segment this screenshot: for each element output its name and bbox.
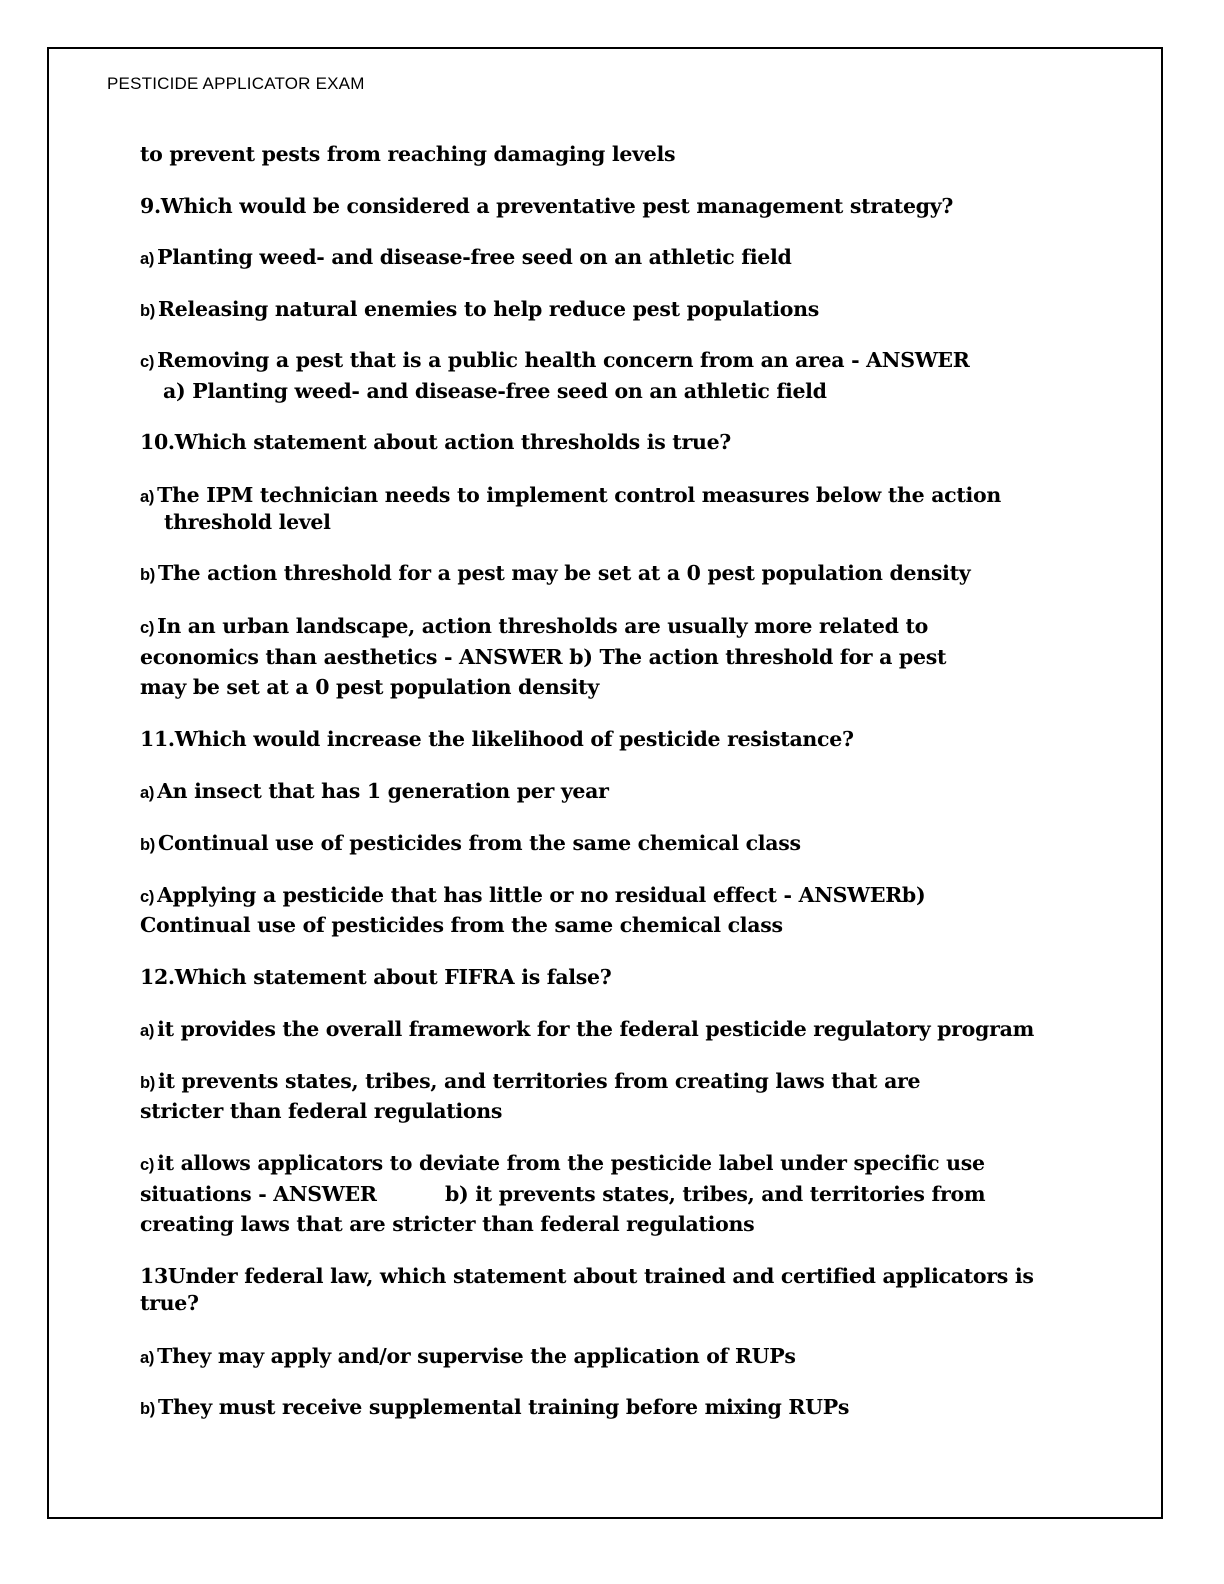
question-9: 9.Which would be considered a preventative pest management strategy? [140, 194, 954, 218]
question-11: 11.Which would increase the likelihood of pesticide resistance? [140, 727, 854, 751]
q13-option-b: b) They must receive supplemental training before mixing RUPs [140, 1395, 850, 1419]
q12-option-a: a) it provides the overall framework for the federal pesticide regulatory program [140, 1017, 1034, 1041]
q9-option-a: a) Planting weed- and disease-free seed on an athletic field [140, 245, 792, 269]
q11-option-b: b) Continual use of pesticides from the same chemical class [140, 831, 801, 855]
q10-option-a-cont: threshold level [164, 510, 331, 534]
question-13: 13Under federal law, which statement about trained and certified applicators is [140, 1264, 1034, 1288]
q12-answer: situations - ANSWER b) it prevents states, tribes, and territories from [140, 1182, 986, 1206]
q12-answer-cont: creating laws that are stricter than federal regulations [140, 1212, 755, 1236]
q13-option-a: a) They may apply and/or supervise the application of RUPs [140, 1344, 796, 1368]
q9-option-c: c) Removing a pest that is a public health concern from an area - ANSWER [140, 348, 970, 372]
question-10: 10.Which statement about action thresholds is true? [140, 430, 732, 454]
question-13-cont: true? [140, 1291, 199, 1315]
q11-answer: Continual use of pesticides from the same chemical class [140, 913, 783, 937]
q10-option-a: a) The IPM technician needs to implement control measures below the action [140, 483, 1001, 507]
q12-option-b: b) it prevents states, tribes, and territories from creating laws that are [140, 1069, 921, 1093]
q11-option-c: c) Applying a pesticide that has little or no residual effect - ANSWERb) [140, 883, 926, 907]
page-header: PESTICIDE APPLICATOR EXAM [107, 74, 365, 93]
q10-option-b: b) The action threshold for a pest may be set at a 0 pest population density [140, 561, 971, 585]
answer-continuation: to prevent pests from reaching damaging levels [140, 142, 676, 166]
q10-option-c-cont: economics than aesthetics - ANSWER b) The action threshold for a pest [140, 645, 947, 669]
q12-option-c: c) it allows applicators to deviate from the pesticide label under specific use [140, 1151, 985, 1175]
q12-option-b-cont: stricter than federal regulations [140, 1099, 503, 1123]
q9-answer: a) Planting weed- and disease-free seed on an athletic field [163, 379, 827, 403]
q10-answer: may be set at a 0 pest population density [140, 675, 599, 699]
q9-option-b: b) Releasing natural enemies to help reduce pest populations [140, 297, 819, 321]
q11-option-a: a) An insect that has 1 generation per year [140, 779, 609, 803]
question-12: 12.Which statement about FIFRA is false? [140, 965, 612, 989]
q10-option-c: c) In an urban landscape, action thresholds are usually more related to [140, 614, 929, 638]
